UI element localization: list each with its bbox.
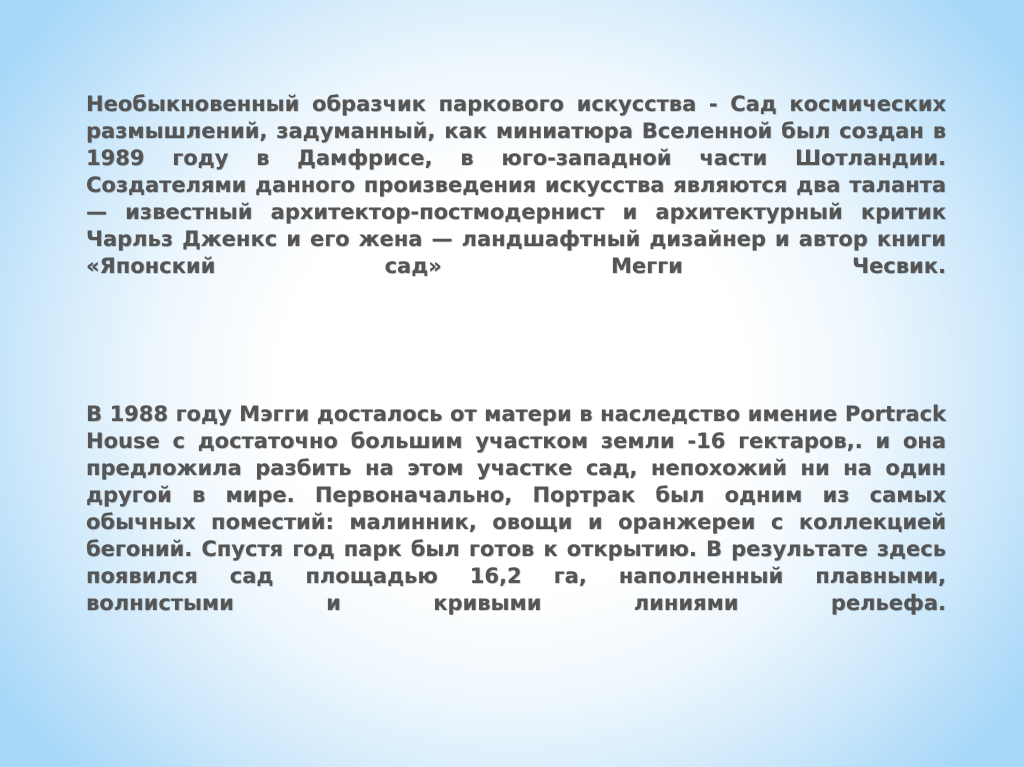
paragraph-portrack-intro: Необыкновенный образчик паркового искусства - Сад космических размышлений, задуманный, как миниатюра Вселенной был создан в 1989 году в Дамфрисе, в юго-западной части Шотландии. Создателями данного произведения искусства являются два таланта — известный архитектор-постмодернист и архитектурный критик Чарльз Дженкс и его жена — ландшафтный дизайнер и автор книги «Японский сад» Мегги Чесвик.	[86, 92, 946, 278]
paragraph-portrack-history: В 1988 году Мэгги досталось от матери в наследство имение Portrack House с достаточно большим участком земли -16 гектаров,. и она предложила разбить на этом участке сад, непохожий ни на один другой в мире. Первоначально, Портрак был одним из самых обычных поместий: малинник, овощи и оранжереи с коллекцией бегоний. Спустя год парк был готов к открытию. В результате здесь появился сад площадью 16,2 га, наполненный плавными, волнистыми и кривыми линиями рельефа.	[86, 402, 946, 615]
